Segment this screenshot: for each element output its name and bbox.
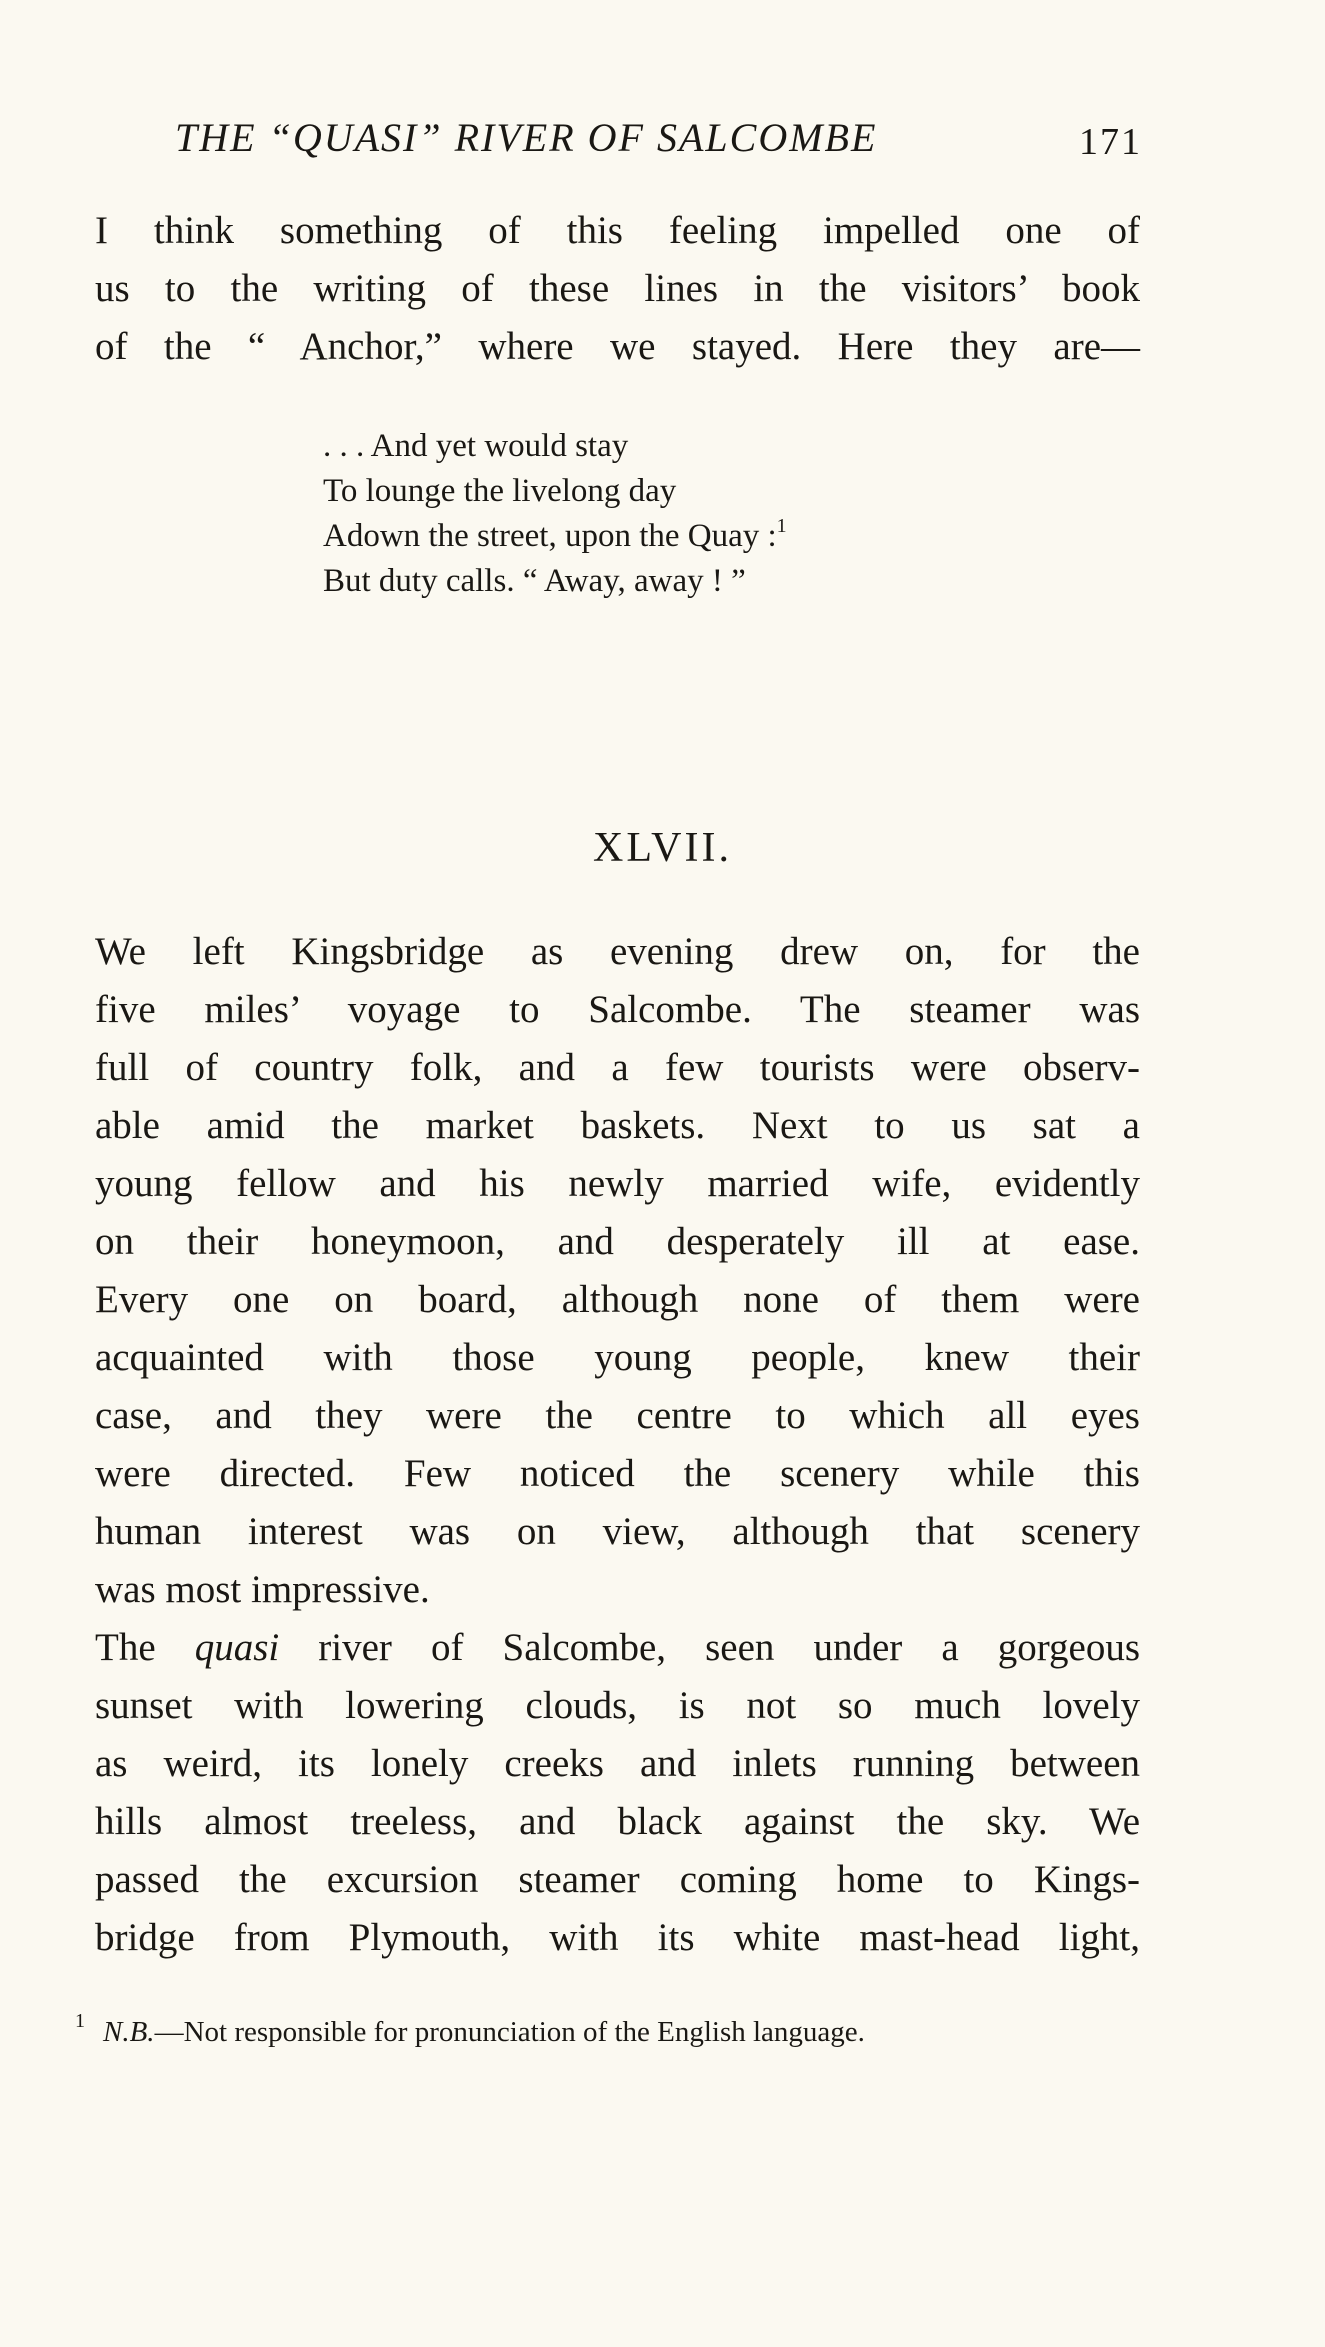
footnote-reference: 1 [776,515,787,537]
text-line: as weird, its lonely creeks and inlets running between [95,1742,1140,1785]
text-line: passed the excursion steamer coming home to Kings- [95,1858,1140,1901]
verse-line-text: Adown the street, upon the Quay : [323,518,777,554]
verse-block [323,424,963,604]
text-line: sunset with lowering clouds, is not so much lovely [95,1684,1140,1727]
text-line: Every one on board, although none of them were [95,1278,1140,1321]
text-line: five miles’ voyage to Salcombe. The steamer was [95,988,1140,1031]
intro-paragraph [95,202,1140,376]
running-title: THE “QUASI” RIVER OF SALCOMBE [175,115,878,160]
footnote-text: —Not responsible for pronunciation of the English language. [154,2016,865,2048]
text-line [95,1619,1140,1677]
text-line: bridge from Plymouth, with its white mast-head light, [95,1916,1140,1959]
footnote-label: N.B. [103,2016,155,2048]
running-head [175,108,1142,168]
body-text [95,923,1140,1967]
text-line: acquainted with those young people, knew their [95,1336,1140,1379]
text-fragment: river of Salcombe, seen under a gorgeous [279,1626,1140,1669]
text-line: young fellow and his newly married wife, evidently [95,1162,1140,1205]
text-line: We left Kingsbridge as evening drew on, for the [95,930,1140,973]
text-line: I think something of this feeling impelled one of [95,209,1140,252]
italic-word: quasi [194,1626,280,1669]
verse-line: But duty calls. “ Away, away ! ” [323,563,746,599]
text-line: was most impressive. [95,1568,430,1611]
page-number: 171 [1079,121,1142,163]
text-line: human interest was on view, although that scenery [95,1510,1140,1553]
text-line: full of country folk, and a few tourists were observ- [95,1046,1140,1089]
text-line: able amid the market baskets. Next to us sat a [95,1104,1140,1147]
footnote: $^1$ N.B.—Not responsible for pronunciation of the English language. [75,2010,865,2048]
text-line: on their honeymoon, and desperately ill at ease. [95,1220,1140,1263]
text-line: us to the writing of these lines in the visitors’ book [95,267,1140,310]
text-line: hills almost treeless, and black against the sky. We [95,1800,1140,1843]
text-line: were directed. Few noticed the scenery while this [95,1452,1140,1495]
text-fragment: The [95,1626,195,1669]
verse-line: To lounge the livelong day [323,473,677,509]
verse-line: . . . And yet would stay [323,428,629,464]
verse-line [323,514,963,559]
text-line: of the “ Anchor,” where we stayed. Here they are— [95,325,1140,368]
text-line: case, and they were the centre to which all eyes [95,1394,1140,1437]
chapter-heading: XLVII. [593,825,732,871]
